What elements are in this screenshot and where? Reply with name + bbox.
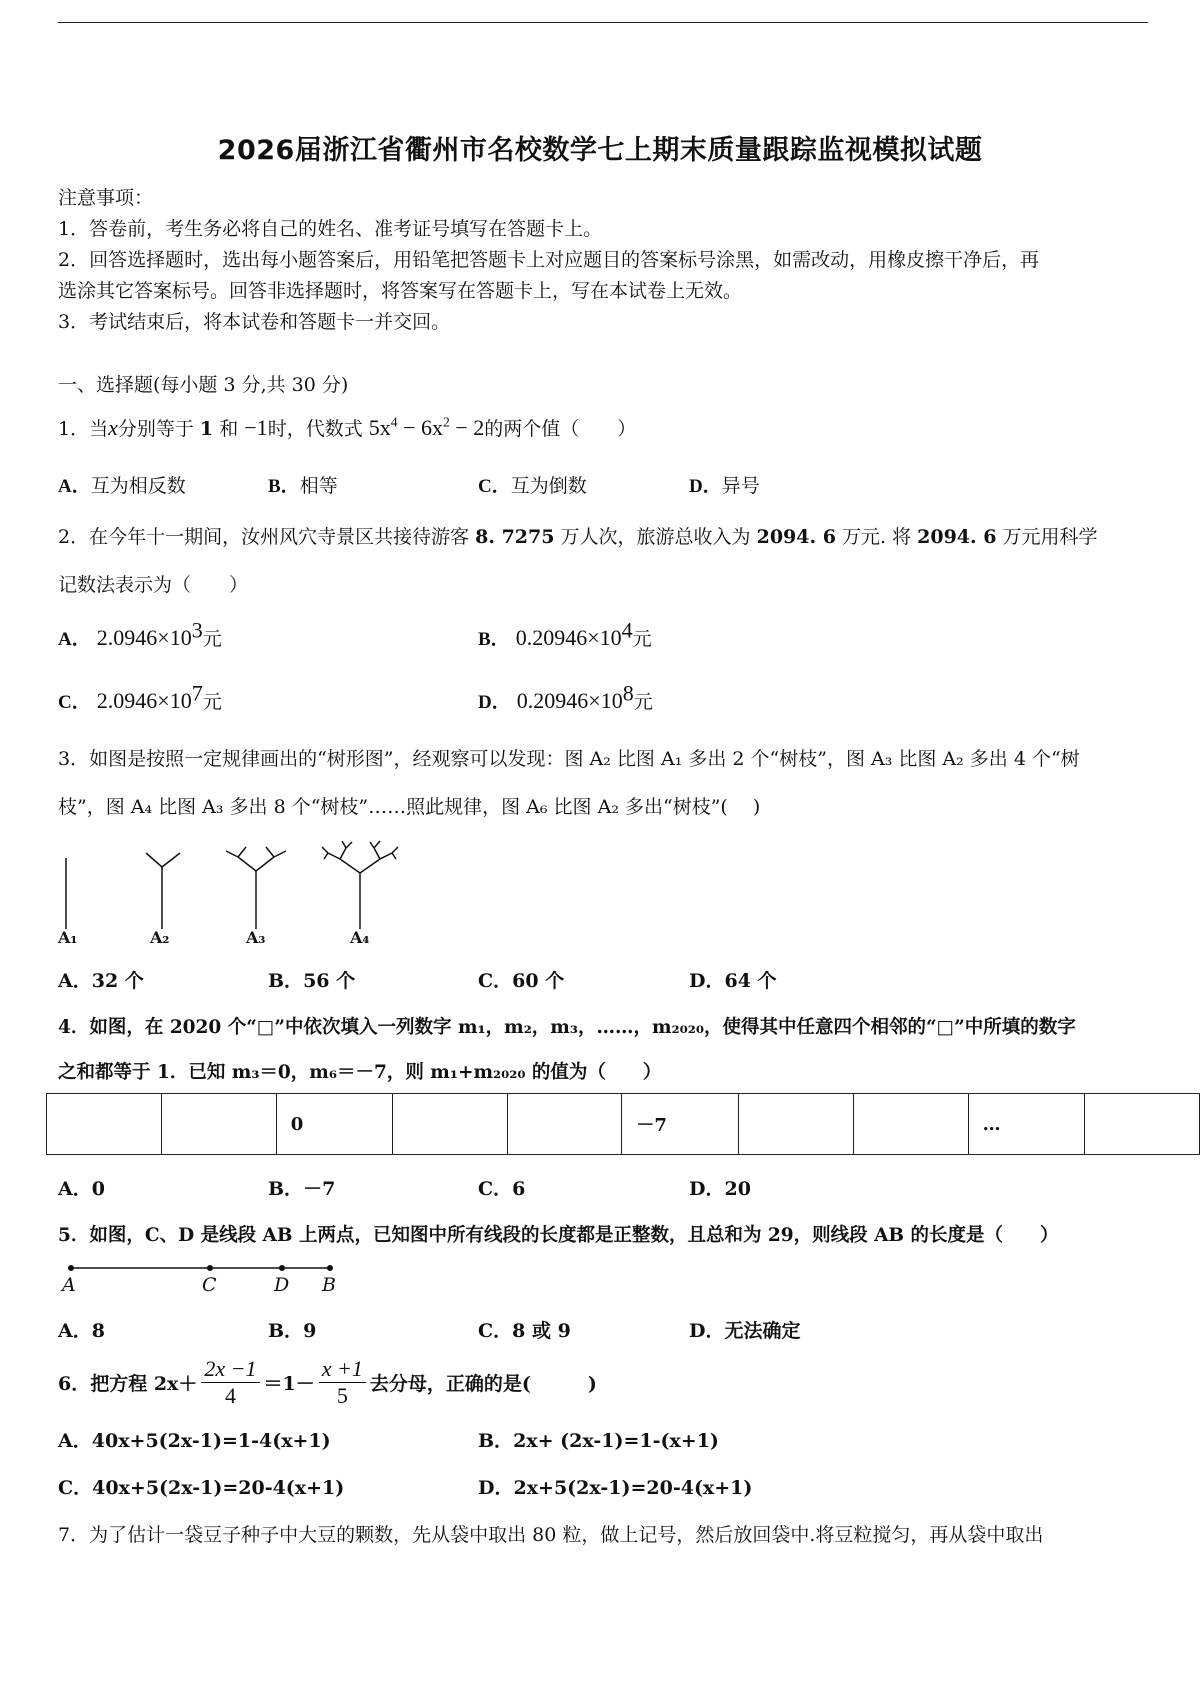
box-cell — [507, 1094, 622, 1155]
q1-expression: $5x^4 - 6x^2 - 2$ — [368, 414, 485, 440]
q1-pre: 1．当 — [58, 418, 109, 440]
q2-option-a[interactable]: A． $2.0946\times 10^3$元 — [58, 617, 222, 650]
question-3-line-1: 3．如图是按照一定规律画出的“树形图”，经观察可以发现：图 A₂ 比图 A₁ 多出 2 个“树枝”，图 A₃ 比图 A₂ 多出 4 个“树 — [58, 748, 1080, 770]
figure-label-a2: A₂ — [150, 928, 170, 947]
q1-mid: 分别等于 — [117, 418, 194, 440]
q6-pre: 6．把方程 2x＋ — [58, 1372, 198, 1395]
box-cell — [1085, 1094, 1200, 1155]
q3-option-c[interactable]: C．60 个 — [478, 970, 565, 992]
section-heading: 一、选择题(每小题 3 分,共 30 分) — [58, 374, 349, 396]
q1-option-b[interactable]: B．相等 — [268, 475, 338, 497]
q5-option-c[interactable]: C．8 或 9 — [478, 1320, 571, 1342]
q2-option-d[interactable]: D． $0.20946\times 10^8$元 — [478, 680, 653, 713]
document-title: 2026届浙江省衢州市名校数学七上期末质量跟踪监视模拟试题 — [217, 135, 983, 166]
q1-option-d[interactable]: D．异号 — [689, 475, 760, 497]
point-label-b: B — [322, 1274, 336, 1296]
q3-option-a[interactable]: A．32 个 — [58, 970, 144, 992]
q6-option-b[interactable]: B．2x+ (2x-1)=1-(x+1) — [478, 1430, 719, 1452]
question-4-line-1: 4．如图，在 2020 个“□”中依次填入一列数字 m₁，m₂，m₃，……，m₂₀₂₀，使得其中任意四个相邻的“□”中所填的数字 — [58, 1017, 1076, 1038]
figure-label-a4: A₄ — [350, 928, 370, 947]
q4-option-b[interactable]: B．－7 — [268, 1178, 336, 1200]
number-boxes-table — [46, 1093, 1200, 1155]
q1-var: x — [108, 415, 118, 440]
q2-option-b[interactable]: B． $0.20946\times 10^4$元 — [478, 617, 652, 650]
q4-option-a[interactable]: A．0 — [58, 1178, 105, 1200]
q2-option-c[interactable]: C． $2.0946\times 10^7$元 — [58, 680, 222, 713]
box-cell: 0 — [276, 1094, 392, 1155]
q1-option-a[interactable]: A．互为相反数 — [58, 475, 186, 497]
q6-option-c[interactable]: C．40x+5(2x-1)=20-4(x+1) — [58, 1477, 345, 1499]
box-cell: … — [968, 1094, 1085, 1155]
q5-option-b[interactable]: B．9 — [268, 1320, 317, 1342]
q6-fraction-2: $\frac{x +1}{5}$ — [319, 1356, 366, 1409]
question-1 — [58, 414, 636, 441]
q5-option-a[interactable]: A．8 — [58, 1320, 105, 1342]
q1-and: 和 — [219, 418, 239, 440]
point-label-c: C — [202, 1274, 217, 1296]
q1-option-c[interactable]: C．互为倒数 — [478, 475, 587, 497]
question-4-line-2: 之和都等于 1．已知 m₃＝0，m₆＝－7，则 m₁+m₂₀₂₀ 的值为（ ） — [58, 1062, 662, 1083]
question-2-line-1: 2．在今年十一期间，汝州风穴寺景区共接待游客 8. 7275 万人次，旅游总收入为 2094. 6 万元. 将 2094. 6 万元用科学 — [58, 526, 1098, 548]
q6-option-d[interactable]: D．2x+5(2x-1)=20-4(x+1) — [478, 1477, 753, 1499]
q6-fraction-1: $\frac{2x -1}{4}$ — [201, 1356, 259, 1409]
q6-mid: ＝1－ — [263, 1372, 315, 1395]
question-7-line-1: 7．为了估计一袋豆子种子中大豆的颗数，先从袋中取出 80 粒，做上记号，然后放回袋中.将豆粒搅匀，再从袋中取出 — [58, 1524, 1044, 1546]
box-cell — [161, 1094, 276, 1155]
box-cell — [738, 1094, 853, 1155]
figure-label-a3: A₃ — [246, 928, 266, 947]
question-5-line-1: 5．如图，C、D 是线段 AB 上两点，已知图中所有线段的长度都是正整数，且总和为 29，则线段 AB 的长度是（ ） — [58, 1225, 1059, 1246]
notice-line-3: 选涂其它答案标号。回答非选择题时，将答案写在答题卡上，写在本试卷上无效。 — [58, 280, 743, 302]
q1-tail: 的两个值（ ） — [484, 418, 637, 440]
q6-option-a[interactable]: A．40x+5(2x-1)=1-4(x+1) — [58, 1430, 331, 1452]
question-6 — [58, 1352, 597, 1412]
q5-option-d[interactable]: D．无法确定 — [689, 1320, 801, 1342]
notice-line-2: 2．回答选择题时，选出每小题答案后，用铅笔把答题卡上对应题目的答案标号涂黑，如需改动，用橡皮擦干净后，再 — [58, 249, 1040, 271]
box-cell: －7 — [622, 1094, 739, 1155]
q6-post: 去分母，正确的是( ) — [369, 1372, 597, 1395]
q1-value-2: −1 — [244, 415, 268, 440]
box-cell — [392, 1094, 507, 1155]
q4-option-d[interactable]: D．20 — [689, 1178, 751, 1200]
figure-label-a1: A₁ — [58, 928, 78, 947]
point-label-a: A — [62, 1274, 76, 1296]
q1-value-1: 1 — [199, 418, 214, 440]
point-label-d: D — [274, 1274, 290, 1296]
q4-option-c[interactable]: C．6 — [478, 1178, 526, 1200]
q3-option-d[interactable]: D．64 个 — [689, 970, 777, 992]
question-3-line-2: 枝”，图 A₄ 比图 A₃ 多出 8 个“树枝”……照此规律，图 A₆ 比图 A₂ 多出“树枝”( ) — [58, 796, 761, 818]
header-rule — [58, 22, 1148, 23]
q1-post: 时，代数式 — [267, 418, 363, 440]
q3-option-b[interactable]: B．56 个 — [268, 970, 356, 992]
box-cell — [47, 1094, 162, 1155]
box-cell — [853, 1094, 968, 1155]
notice-line-1: 1．答卷前，考生务必将自己的姓名、准考证号填写在答题卡上。 — [58, 218, 603, 240]
question-2-line-2: 记数法表示为（ ） — [58, 574, 249, 596]
notice-heading: 注意事项： — [58, 187, 154, 209]
notice-line-4: 3．考试结束后，将本试卷和答题卡一并交回。 — [58, 311, 451, 333]
